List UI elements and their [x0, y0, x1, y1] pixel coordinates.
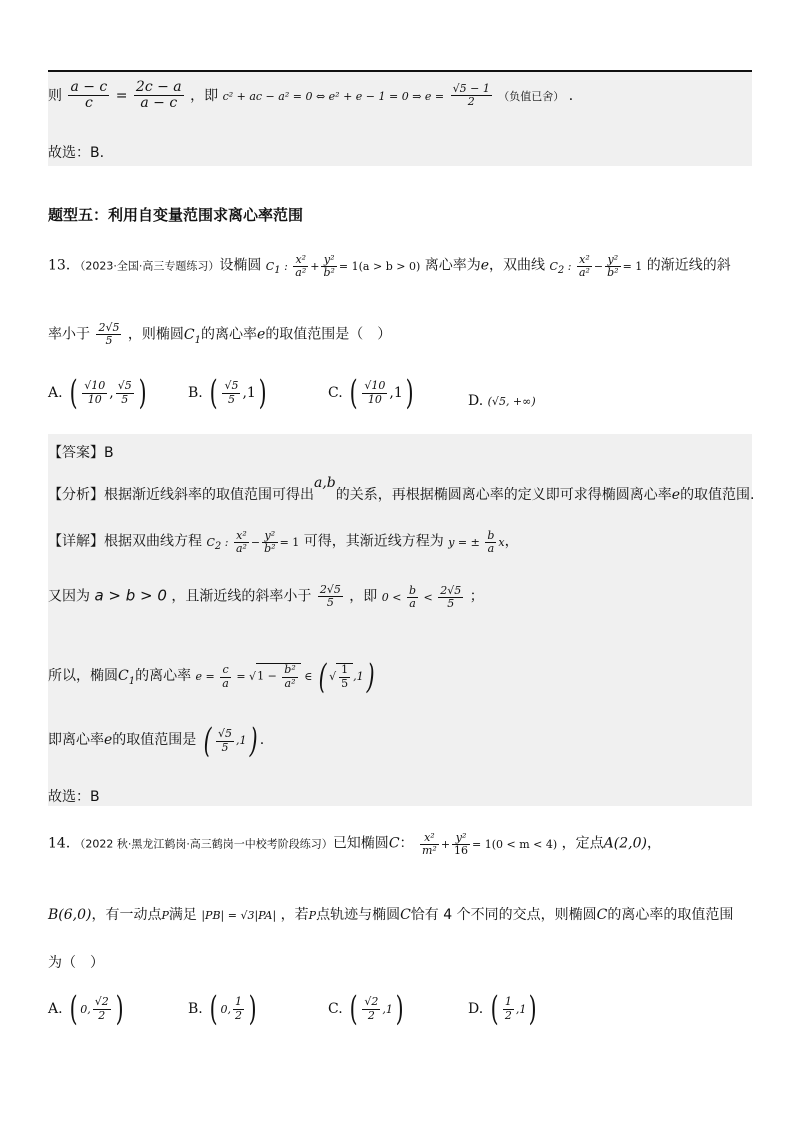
sol13-line-3: 所以，椭圆$C_1$的离心率 e = $\frac{c}{a}$ = √1 − $\frac{\text{b²}}{\text{a²}}$ ∈ ( √ $\frac{1}{5}$ ,1): [48, 657, 375, 697]
q13-ellipse-eq: $C_1$ : $\frac{\text{x²}}{\text{a²}}$ + $\frac{\text{y²}}{\text{b²}}$ = 1(a > b > 0): [265, 253, 421, 280]
q13-hyperbola-eq: $C_2$ : $\frac{\text{x²}}{\text{a²}}$ − $\frac{\text{y²}}{\text{b²}}$ = 1: [549, 253, 643, 280]
q14-line-1: 14．（2022 秋·黑龙江鹤岗·高三鹤岗一中校考阶段练习）已知椭圆C： $\frac{\text{x²}}{\text{m²}}$ + $\frac{\text{y²}}{16}$ = 1(0 < m < 4) ，定点A(2,0)，: [48, 831, 661, 858]
frac-2c-minus-a: $\frac{2c - a}{a - c}$: [135, 79, 182, 112]
sol13-answer: 【答案】B: [48, 445, 114, 461]
q13-line-1: 13．（2023·全国·高三专题练习）设椭圆 $C_1$ : $\frac{\text{x²}}{\text{a²}}$ + $\frac{\text{y²}}{\text{b²}}$ = 1(a > b > 0) 离心率为e，双曲线 $C_2$ : $\frac{\text{x²}}{\text{a²}}$ − $\frac{\text{y²}}{\text{b²}}$ = 1 的渐近线的斜: [48, 253, 731, 280]
q14-option-c[interactable]: C. ( $\frac{√2}{2}$ ,1): [328, 989, 404, 1029]
prev-line-1: 则 $\frac{a - c}{c}$ = $\frac{2c - a}{a - c}$ ，即 c² + ac − a² = 0 ⇔ e² + e − 1 = 0 ⇒ e = $\frac{√5 - 1}{2}$ （负值已舍） ．: [48, 79, 583, 112]
sol13-detail: 【详解】根据双曲线方程 $C_2$ : $\frac{\text{x²}}{\text{a²}}$ − $\frac{\text{y²}}{\text{b²}}$ = 1 可得，其渐近线方程为 y = ± $\frac{b}{a}$ x，: [48, 529, 519, 556]
q14-line-3: 为（ ）: [48, 955, 104, 971]
q14-option-b[interactable]: B. ( 0, $\frac{1}{2}$ ): [188, 989, 257, 1029]
prev-equation: c² + ac − a² = 0 ⇔ e² + e − 1 = 0 ⇒ e =: [222, 89, 445, 103]
q13-line-2: 率小于 $\frac{2√5}{5}$ ，则椭圆$C_1$的离心率e的取值范围是（ ）: [48, 321, 392, 348]
frac-a-minus-c-over-c: $\frac{a - c}{c}$: [70, 79, 108, 112]
sol13-line-4: 即离心率e的取值范围是 ( $\frac{√5}{5}$ ,1) .: [48, 721, 265, 761]
q13-option-c[interactable]: C. ( $\frac{√10}{10}$ ,1): [328, 373, 414, 413]
prev-answer: 故选：B.: [48, 145, 105, 161]
e-value-frac: $\frac{√5 - 1}{2}$: [452, 82, 490, 109]
sol13-choose: 故选：B: [48, 789, 100, 805]
q13-option-a[interactable]: A. ( $\frac{√10}{10}$ , $\frac{√5}{5}$ ): [48, 373, 147, 413]
section-title: 题型五：利用自变量范围求离心率范围: [48, 206, 304, 224]
q14-ellipse-eq: $\frac{\text{x²}}{\text{m²}}$ + $\frac{\text{y²}}{16}$ = 1(0 < m < 4): [421, 831, 558, 858]
q14-line-2: B(6,0)，有一动点P满足 |PB| = √3|PA| ，若P点轨迹与椭圆C恰有 4 个不同的交点，则椭圆C的离心率的取值范围: [48, 907, 734, 923]
sol13-analysis: 【分析】根据渐近线斜率的取值范围可得出a,b的关系，再根据椭圆离心率的定义即可求得椭圆离心率e的取值范围.: [48, 475, 755, 503]
q14-option-a[interactable]: A. ( 0, $\frac{√2}{2}$ ): [48, 989, 124, 1029]
q14-option-d[interactable]: D. ( $\frac{1}{2}$ ,1): [468, 989, 538, 1029]
q13-slope-frac: $\frac{2√5}{5}$: [98, 321, 120, 348]
q13-option-d[interactable]: D. (√5, +∞): [468, 393, 536, 409]
sol13-line-2: 又因为 a > b > 0 ，且渐近线的斜率小于 $\frac{2√5}{5}$ ，即 0 < $\frac{b}{a}$ < $\frac{2√5}{5}$ ；: [48, 583, 484, 611]
q13-option-b[interactable]: B. ( $\frac{√5}{5}$ ,1): [188, 373, 267, 413]
